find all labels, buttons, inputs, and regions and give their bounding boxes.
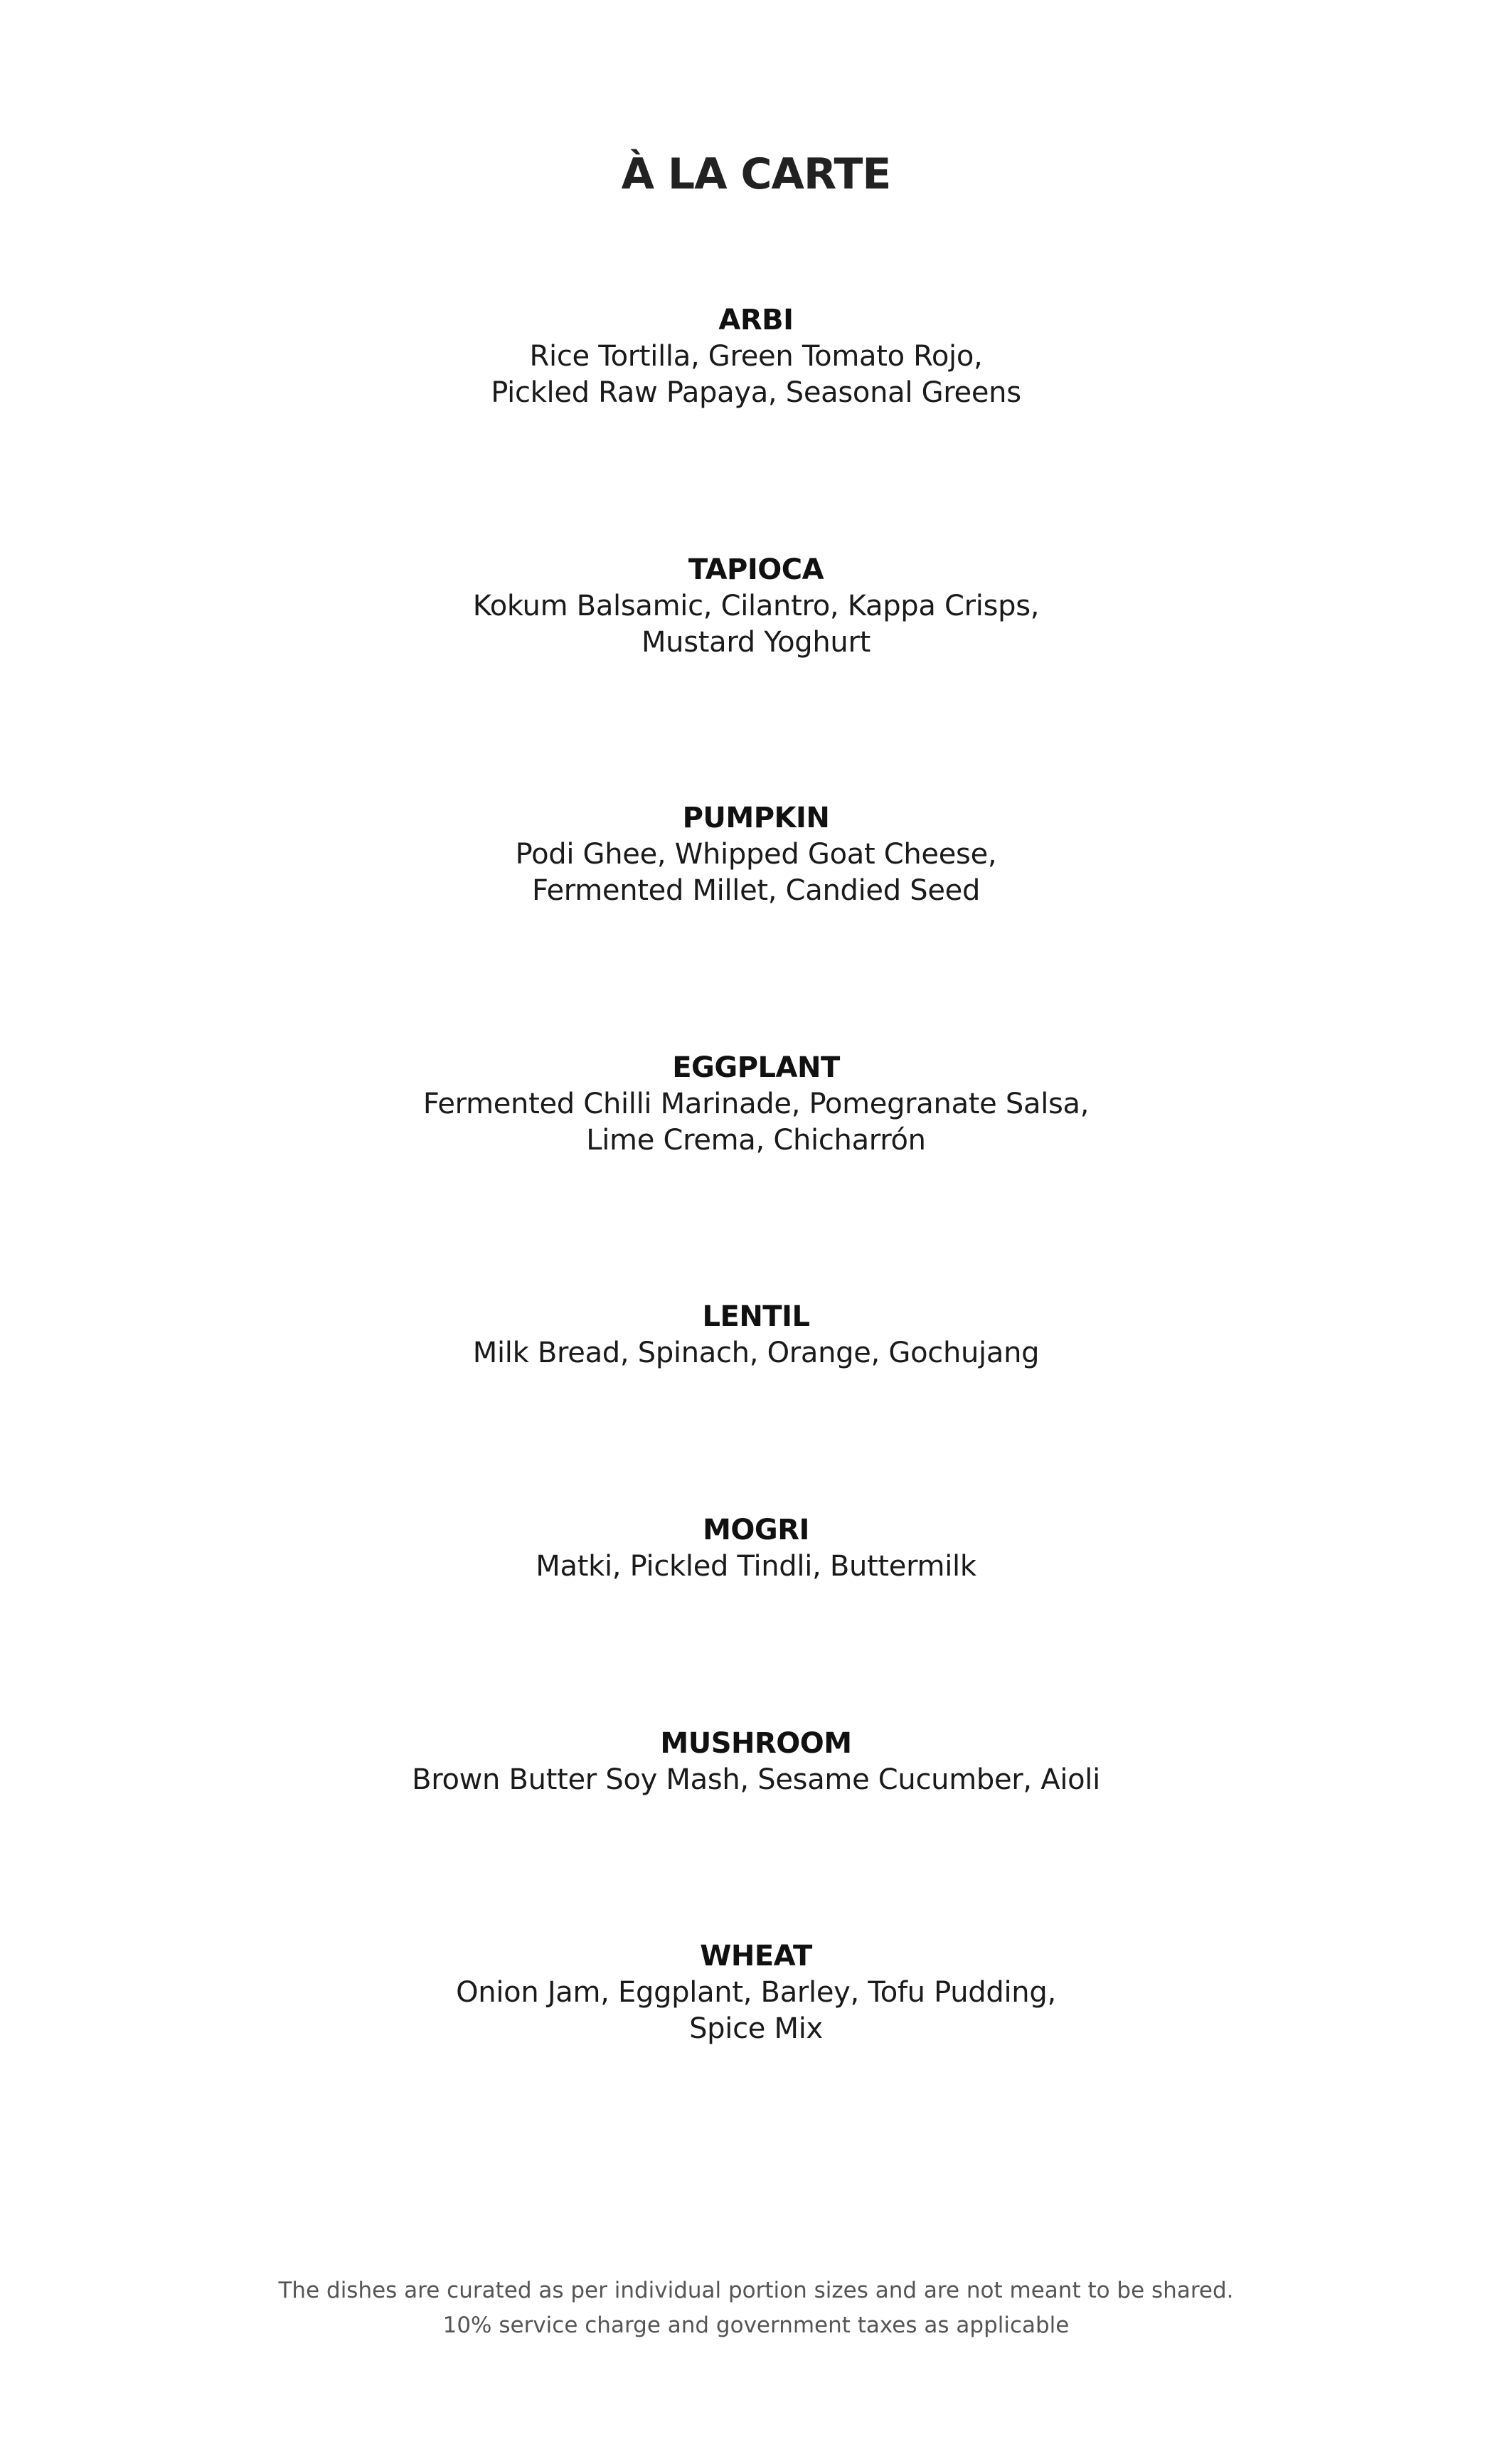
dish-description-line: Brown Butter Soy Mash, Sesame Cucumber, Aioli: [412, 1763, 1100, 1796]
dish-name: EGGPLANT: [672, 1051, 840, 1084]
dish-description-line: Milk Bread, Spinach, Orange, Gochujang: [472, 1337, 1040, 1369]
dish-description-line: Kokum Balsamic, Cilantro, Kappa Crisps,: [472, 590, 1040, 622]
dish-name: PUMPKIN: [682, 802, 830, 834]
dish-name: TAPIOCA: [688, 553, 824, 586]
dish-description-line: Rice Tortilla, Green Tomato Rojo,: [529, 340, 983, 373]
dish-pumpkin: [0, 800, 1512, 909]
dish-description-line: Spice Mix: [689, 2012, 823, 2045]
dish-name: MOGRI: [703, 1514, 809, 1546]
dish-mushroom: [0, 1725, 1512, 1798]
dish-name: ARBI: [718, 304, 794, 336]
dish-arbi: [0, 302, 1512, 411]
dish-name: WHEAT: [700, 1940, 812, 1973]
dish-description-line: Lime Crema, Chicharrón: [586, 1124, 926, 1157]
dish-description-line: Podi Ghee, Whipped Goat Cheese,: [515, 838, 997, 871]
dish-name: MUSHROOM: [660, 1727, 852, 1760]
dish-description-line: Pickled Raw Papaya, Seasonal Greens: [491, 376, 1021, 409]
dish-description-line: Fermented Millet, Candied Seed: [531, 874, 981, 907]
dish-eggplant: [0, 1049, 1512, 1159]
portion-note: The dishes are curated as per individual portion sizes and are not meant to be shared.: [278, 2278, 1234, 2303]
dish-description-line: Matki, Pickled Tindli, Buttermilk: [536, 1550, 976, 1583]
service-charge-note: 10% service charge and government taxes as applicable: [442, 2313, 1070, 2338]
footer-note: [0, 2273, 1512, 2343]
dish-tapioca: [0, 551, 1512, 661]
page-title: À LA CARTE: [621, 149, 891, 199]
dish-description-line: Onion Jam, Eggplant, Barley, Tofu Pudding,: [456, 1976, 1056, 2009]
dish-description-line: Fermented Chilli Marinade, Pomegranate Salsa,: [422, 1088, 1090, 1120]
dish-mogri: [0, 1512, 1512, 1585]
dish-wheat: [0, 1938, 1512, 2047]
dish-description-line: Mustard Yoghurt: [641, 626, 871, 659]
dish-name: LENTIL: [702, 1300, 810, 1333]
dish-lentil: [0, 1298, 1512, 1371]
